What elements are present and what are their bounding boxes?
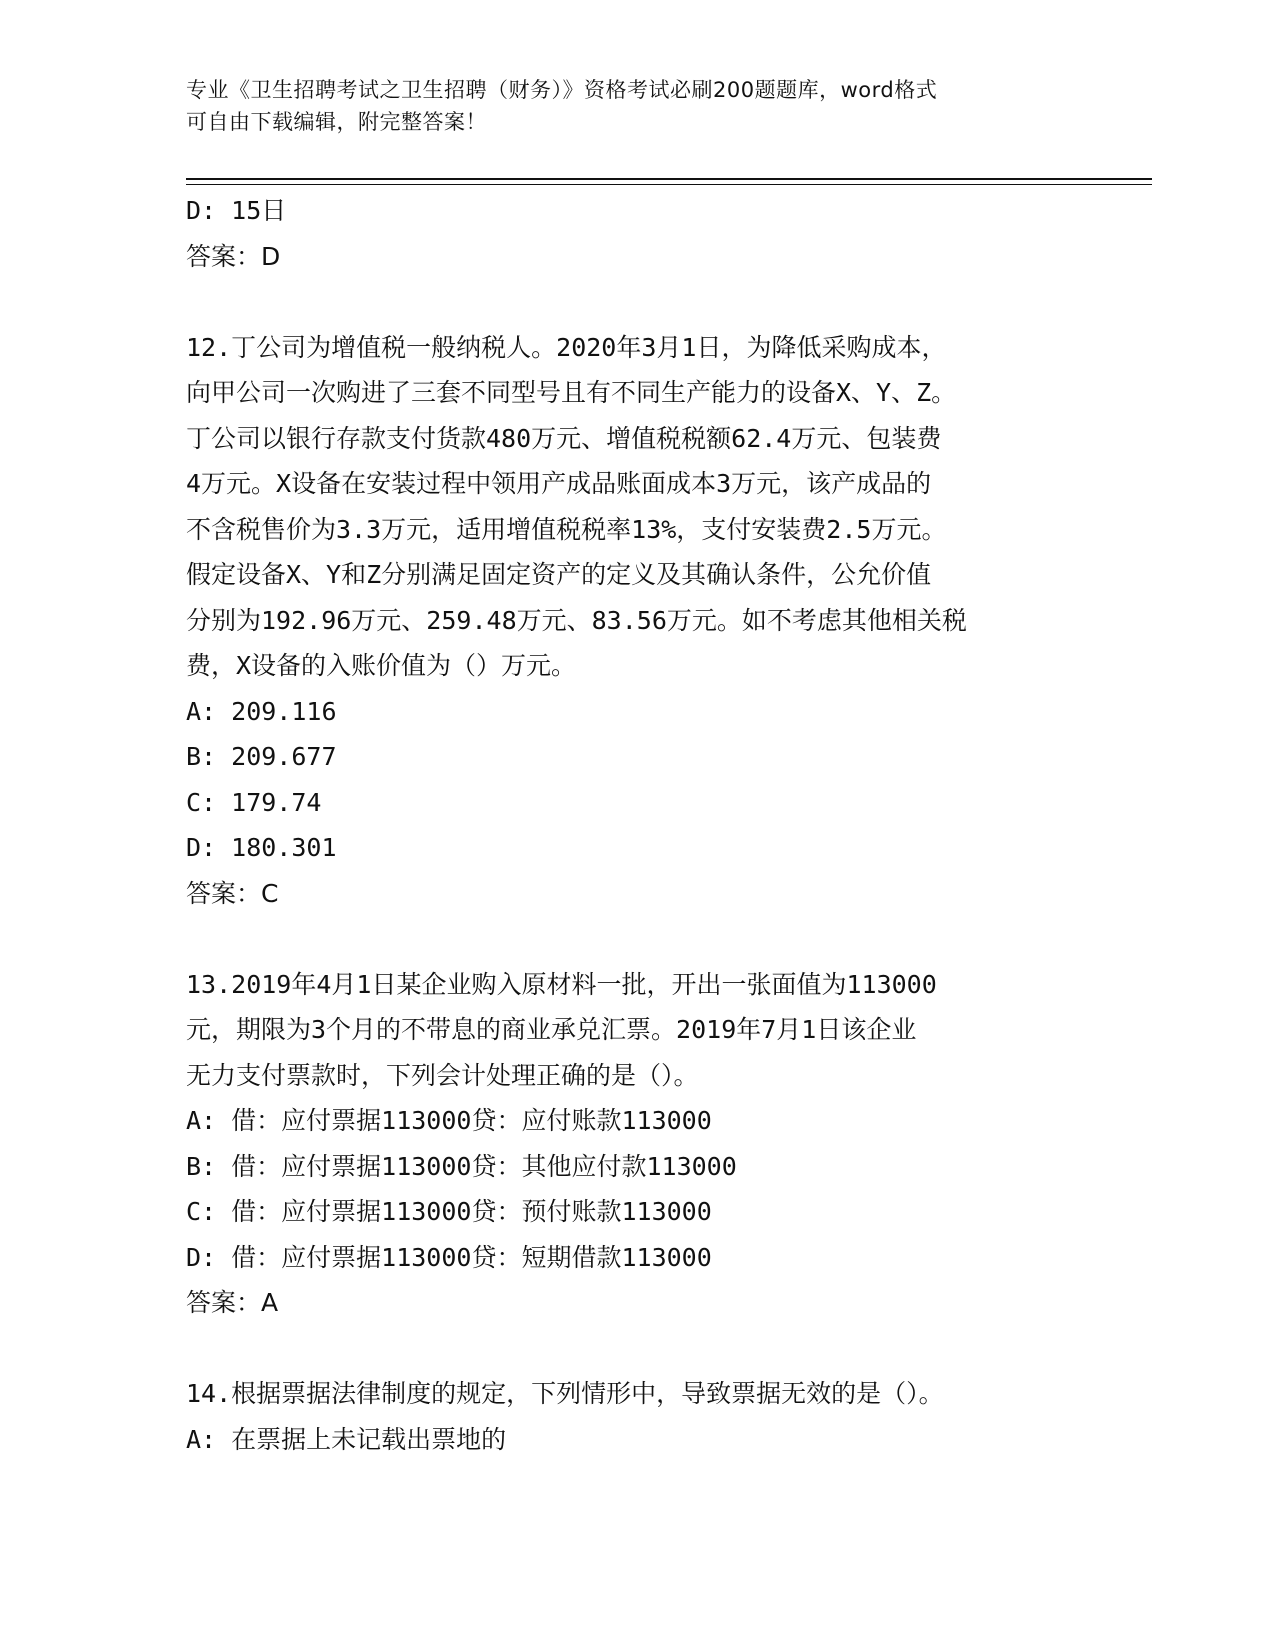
header-rule-thick	[186, 178, 1152, 180]
answer: 答案：D	[186, 241, 281, 271]
question-text-line: 13.2019年4月1日某企业购入原材料一批，开出一张面值为113000	[186, 969, 937, 999]
question-text-line: 12.丁公司为增值税一般纳税人。2020年3月1日，为降低采购成本，	[186, 332, 947, 362]
question-text-line: 4万元。X设备在安装过程中领用产成品账面成本3万元，该产成品的	[186, 469, 932, 498]
document-header	[186, 74, 1086, 138]
answer: 答案：C	[186, 878, 279, 908]
question-14	[186, 1371, 1086, 1462]
question-12	[186, 325, 1086, 917]
spacer	[186, 1326, 1086, 1372]
option-a: A: 在票据上未记载出票地的	[186, 1424, 507, 1454]
option-d: D: 15日	[186, 196, 287, 225]
option-c: C: 借：应付票据113000贷：预付账款113000	[186, 1197, 712, 1226]
question-text-line: 向甲公司一次购进了三套不同型号且有不同生产能力的设备X、Y、Z。	[186, 378, 957, 407]
option-d: D: 借：应付票据113000贷：短期借款113000	[186, 1242, 712, 1272]
header-line-1: 专业《卫生招聘考试之卫生招聘（财务）》资格考试必刷200题题库，word格式	[186, 78, 938, 102]
option-c: C: 179.74	[186, 787, 322, 817]
question-text-line: 元，期限为3个月的不带息的商业承兑汇票。2019年7月1日该企业	[186, 1015, 917, 1044]
question-13	[186, 962, 1086, 1326]
document-body	[186, 188, 1086, 1462]
question-text-line: 假定设备X、Y和Z分别满足固定资产的定义及其确认条件，公允价值	[186, 560, 932, 589]
header-line-2: 可自由下载编辑，附完整答案！	[186, 110, 487, 134]
option-a: A: 209.116	[186, 696, 337, 726]
answer: 答案：A	[186, 1288, 279, 1317]
question-text-line: 不含税售价为3.3万元，适用增值税税率13%，支付安装费2.5万元。	[186, 514, 947, 544]
question-11	[186, 188, 1086, 279]
option-d: D: 180.301	[186, 833, 337, 862]
question-text-line: 14.根据票据法律制度的规定，下列情形中，导致票据无效的是（）。	[186, 1379, 944, 1408]
option-b: B: 209.677	[186, 742, 337, 771]
header-rule-thin	[186, 184, 1152, 185]
spacer	[186, 916, 1086, 962]
question-text-line: 无力支付票款时，下列会计处理正确的是（）。	[186, 1060, 699, 1090]
spacer	[186, 279, 1086, 325]
question-text-line: 丁公司以银行存款支付货款480万元、增值税税额62.4万元、包装费	[186, 423, 942, 453]
question-text-line: 费，X设备的入账价值为（）万元。	[186, 651, 577, 680]
option-b: B: 借：应付票据113000贷：其他应付款113000	[186, 1151, 737, 1181]
option-a: A: 借：应付票据113000贷：应付账款113000	[186, 1106, 712, 1135]
question-text-line: 分别为192.96万元、259.48万元、83.56万元。如不考虑其他相关税	[186, 605, 967, 635]
